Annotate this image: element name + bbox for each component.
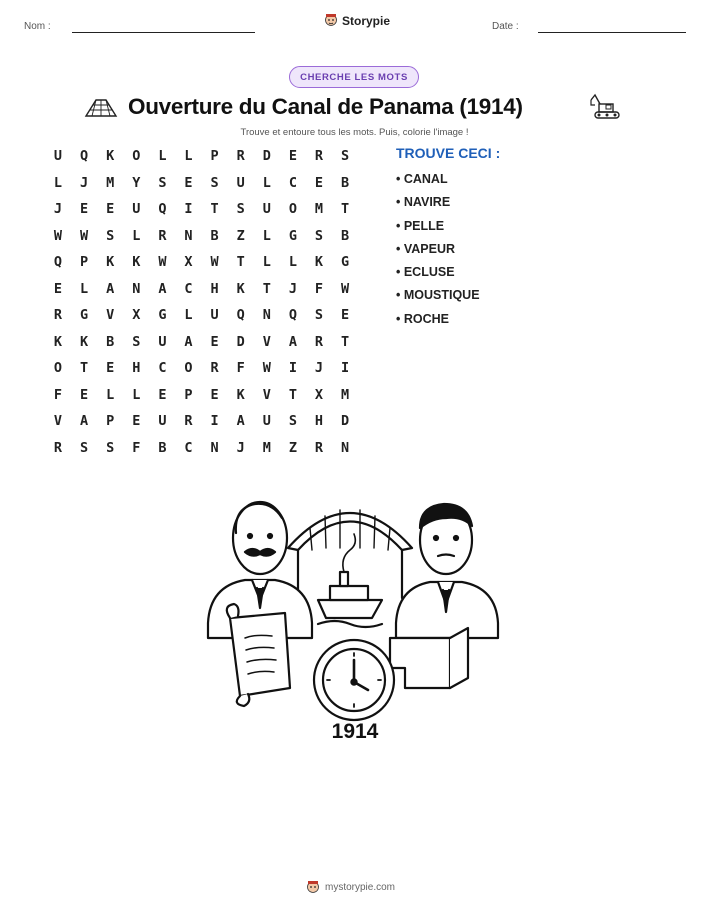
grid-letter[interactable]: U (236, 174, 245, 191)
word-item: • CANAL (396, 172, 448, 186)
excavator-icon (590, 92, 626, 122)
mascot-icon (324, 13, 338, 28)
grid-letter[interactable]: V (106, 307, 115, 323)
grid-letter[interactable]: M (341, 386, 350, 403)
grid-letter[interactable]: H (210, 280, 219, 297)
grid-letter[interactable]: L (184, 148, 193, 164)
grid-letter[interactable]: D (341, 413, 350, 429)
grid-letter[interactable]: A (80, 413, 89, 429)
grid-letter[interactable]: R (314, 439, 324, 456)
grid-letter[interactable]: B (106, 333, 115, 350)
name-label: Nom : (24, 21, 51, 32)
grid-letter[interactable]: U (132, 201, 141, 217)
grid-letter[interactable]: L (262, 254, 271, 270)
grid-letter[interactable]: P (106, 413, 115, 429)
grid-letter[interactable]: B (158, 439, 167, 456)
word-item: • MOUSTIQUE (396, 288, 480, 303)
grid-letter[interactable]: C (288, 174, 297, 191)
grid-letter[interactable]: K (80, 333, 89, 350)
grid-letter[interactable]: K (236, 386, 245, 403)
grid-letter[interactable]: U (158, 333, 167, 350)
grid-letter[interactable]: D (262, 148, 271, 164)
grid-letter[interactable]: X (314, 386, 324, 403)
grid-letter[interactable]: E (158, 386, 167, 403)
activity-badge: CHERCHE LES MOTS (289, 66, 419, 88)
grid-letter[interactable]: E (106, 360, 115, 376)
date-line[interactable] (538, 32, 686, 33)
grid-letter[interactable]: S (236, 201, 245, 217)
grid-letter[interactable]: O (288, 201, 297, 217)
grid-letter[interactable]: R (210, 360, 219, 376)
grid-letter[interactable]: J (314, 360, 324, 376)
grid-letter[interactable]: U (210, 307, 219, 323)
grid-letter[interactable]: I (341, 360, 350, 376)
grid-letter[interactable]: A (106, 280, 115, 297)
date-label: Date : (492, 21, 519, 32)
grid-letter[interactable]: R (314, 148, 324, 164)
grid-letter[interactable]: H (314, 413, 324, 429)
grid-letter[interactable]: N (262, 307, 271, 323)
grid-letter[interactable]: A (236, 413, 245, 429)
grid-letter[interactable]: I (288, 360, 297, 376)
grid-letter[interactable]: S (288, 413, 297, 429)
grid-letter[interactable]: E (341, 307, 350, 323)
word-list (396, 172, 480, 335)
grid-letter[interactable]: S (341, 148, 350, 164)
grid-letter[interactable]: N (210, 439, 219, 456)
grid-letter[interactable]: T (288, 386, 297, 403)
word-item: • ROCHE (396, 311, 449, 326)
grid-letter[interactable]: W (262, 360, 271, 376)
illustration-year: 1914 (331, 720, 379, 743)
grid-letter[interactable]: U (53, 148, 63, 164)
grid-letter[interactable]: L (53, 174, 63, 191)
grid-letter[interactable]: H (132, 360, 141, 376)
grid-letter[interactable]: O (132, 148, 141, 164)
grid-letter[interactable]: F (236, 360, 245, 376)
grid-letter[interactable]: S (106, 227, 115, 244)
grid-letter[interactable]: V (262, 386, 271, 403)
grid-letter[interactable]: S (80, 439, 89, 456)
grid-letter[interactable]: F (53, 386, 63, 403)
grid-letter[interactable]: A (288, 333, 297, 350)
grid-letter[interactable]: I (184, 201, 193, 217)
grid-letter[interactable]: N (132, 280, 141, 297)
grid-letter[interactable]: C (184, 280, 193, 297)
brand-logo (324, 13, 390, 28)
grid-letter[interactable]: E (184, 174, 193, 191)
coloring-illustration[interactable] (200, 488, 510, 750)
grid-letter[interactable]: L (262, 227, 271, 244)
grid-letter[interactable]: K (314, 254, 324, 270)
grid-letter[interactable]: K (132, 254, 141, 270)
grid-letter[interactable]: R (236, 148, 245, 164)
grid-letter[interactable]: B (341, 227, 350, 244)
grid-letter[interactable]: T (236, 254, 245, 270)
grid-letter[interactable]: W (341, 280, 350, 297)
grid-letter[interactable]: D (236, 333, 245, 350)
grid-letter[interactable]: N (184, 227, 193, 244)
grid-letter[interactable]: T (341, 201, 350, 217)
grid-letter[interactable]: V (53, 413, 63, 429)
grid-letter[interactable]: L (288, 254, 297, 270)
grid-letter[interactable]: G (341, 254, 350, 270)
grid-letter[interactable]: W (210, 254, 219, 270)
grid-letter[interactable]: C (184, 439, 193, 456)
instructions: Trouve et entoure tous les mots. Puis, colorie l'image ! (240, 127, 469, 138)
grid-letter[interactable]: W (158, 254, 167, 270)
brand-name: Storypie (342, 13, 391, 28)
grid-letter[interactable]: E (288, 148, 297, 164)
grid-letter[interactable]: K (106, 254, 115, 270)
grid-letter[interactable]: W (53, 227, 63, 244)
grid-letter[interactable]: U (262, 201, 271, 217)
grid-letter[interactable]: E (80, 201, 89, 217)
grid-letter[interactable]: R (53, 439, 63, 456)
grid-letter[interactable]: G (288, 227, 297, 244)
grid-letter[interactable]: S (158, 174, 167, 191)
grid-letter[interactable]: O (53, 360, 63, 376)
grid-letter[interactable]: G (80, 307, 89, 323)
word-item: • PELLE (396, 218, 445, 233)
grid-letter[interactable]: I (210, 413, 219, 429)
grid-letter[interactable]: S (210, 174, 219, 191)
grid-letter[interactable]: Q (158, 201, 167, 217)
page-title: Ouverture du Canal de Panama (1914) (128, 94, 523, 119)
title-row (0, 92, 709, 124)
grid-letter[interactable]: K (53, 333, 63, 350)
grid-letter[interactable]: L (262, 174, 271, 191)
grid-letter[interactable]: Q (53, 254, 63, 270)
grid-letter[interactable]: Q (80, 148, 89, 164)
grid-letter[interactable]: W (80, 227, 89, 244)
grid-letter[interactable]: Z (288, 439, 297, 456)
grid-letter[interactable]: T (262, 280, 271, 297)
footer-url[interactable]: mystorypie.com (325, 882, 396, 893)
grid-letter[interactable]: T (341, 333, 350, 350)
grid-letter[interactable]: S (314, 307, 324, 323)
grid-letter[interactable]: S (106, 439, 115, 456)
grid-letter[interactable]: U (262, 413, 271, 429)
mascot-icon (306, 880, 320, 895)
grid-letter[interactable]: T (80, 360, 89, 376)
grid-letter[interactable]: X (184, 254, 193, 270)
grid-letter[interactable]: E (106, 201, 115, 217)
grid-letter[interactable]: L (132, 227, 141, 244)
grid-letter[interactable]: U (158, 413, 167, 429)
grid-letter[interactable]: E (210, 333, 219, 350)
word-item: • NAVIRE (396, 195, 451, 210)
grid-letter[interactable]: R (53, 307, 63, 323)
grid-letter[interactable]: P (80, 254, 89, 270)
grid-letter[interactable]: A (184, 333, 193, 350)
word-item: • ECLUSE (396, 265, 455, 280)
word-list-title: TROUVE CECI : (396, 145, 501, 161)
grid-letter[interactable]: R (158, 227, 167, 244)
grid-letter[interactable]: E (80, 386, 89, 403)
grid-letter[interactable]: M (314, 201, 324, 217)
grid-letter[interactable]: K (236, 280, 245, 297)
grid-letter[interactable]: E (210, 386, 219, 403)
grid-letter[interactable]: M (262, 439, 271, 456)
grid-letter[interactable]: J (80, 174, 89, 191)
footer (306, 880, 395, 895)
grid-letter[interactable]: J (288, 280, 297, 297)
grid-letter[interactable]: E (53, 280, 63, 297)
grid-letter[interactable]: E (132, 413, 141, 429)
grid-letter[interactable]: P (210, 148, 219, 164)
grid-letter[interactable]: V (262, 333, 271, 350)
grid-letter[interactable]: Z (236, 227, 245, 244)
grid-letter[interactable]: B (210, 227, 219, 244)
grid-letter[interactable]: Q (288, 307, 297, 323)
grid-letter[interactable]: Q (236, 307, 245, 323)
name-line[interactable] (72, 32, 255, 33)
grid-letter[interactable]: O (184, 360, 193, 376)
grid-letter[interactable]: X (132, 307, 141, 323)
grid-letter[interactable]: K (106, 148, 115, 164)
grid-letter[interactable]: C (158, 360, 167, 376)
grid-letter[interactable]: Y (132, 174, 141, 191)
grid-letter[interactable]: T (210, 201, 219, 217)
grid-letter[interactable]: P (184, 386, 193, 403)
grid-letter[interactable]: F (314, 280, 324, 297)
grid-letter[interactable]: L (132, 386, 141, 403)
grid-letter[interactable]: L (80, 280, 89, 297)
grid-letter[interactable]: S (132, 333, 141, 350)
grid-letter[interactable]: F (132, 439, 141, 456)
grid-letter[interactable]: L (158, 148, 167, 164)
grid-letter[interactable]: L (106, 386, 115, 403)
grid-letter[interactable]: R (314, 333, 324, 350)
word-item: • VAPEUR (396, 241, 456, 256)
grid-letter[interactable]: E (314, 174, 324, 191)
grid-letter[interactable]: S (314, 227, 324, 244)
grid-letter[interactable]: A (158, 280, 167, 297)
grid-letter[interactable]: J (53, 201, 63, 217)
grid-letter[interactable]: J (236, 439, 245, 456)
grid-letter[interactable]: B (341, 174, 350, 191)
grid-letter[interactable]: R (184, 413, 193, 429)
grid-letter[interactable]: G (158, 307, 167, 323)
canal-icon (84, 96, 118, 120)
grid-letter[interactable]: L (184, 307, 193, 323)
grid-letter[interactable]: N (341, 439, 350, 456)
grid-letter[interactable]: M (106, 174, 115, 191)
